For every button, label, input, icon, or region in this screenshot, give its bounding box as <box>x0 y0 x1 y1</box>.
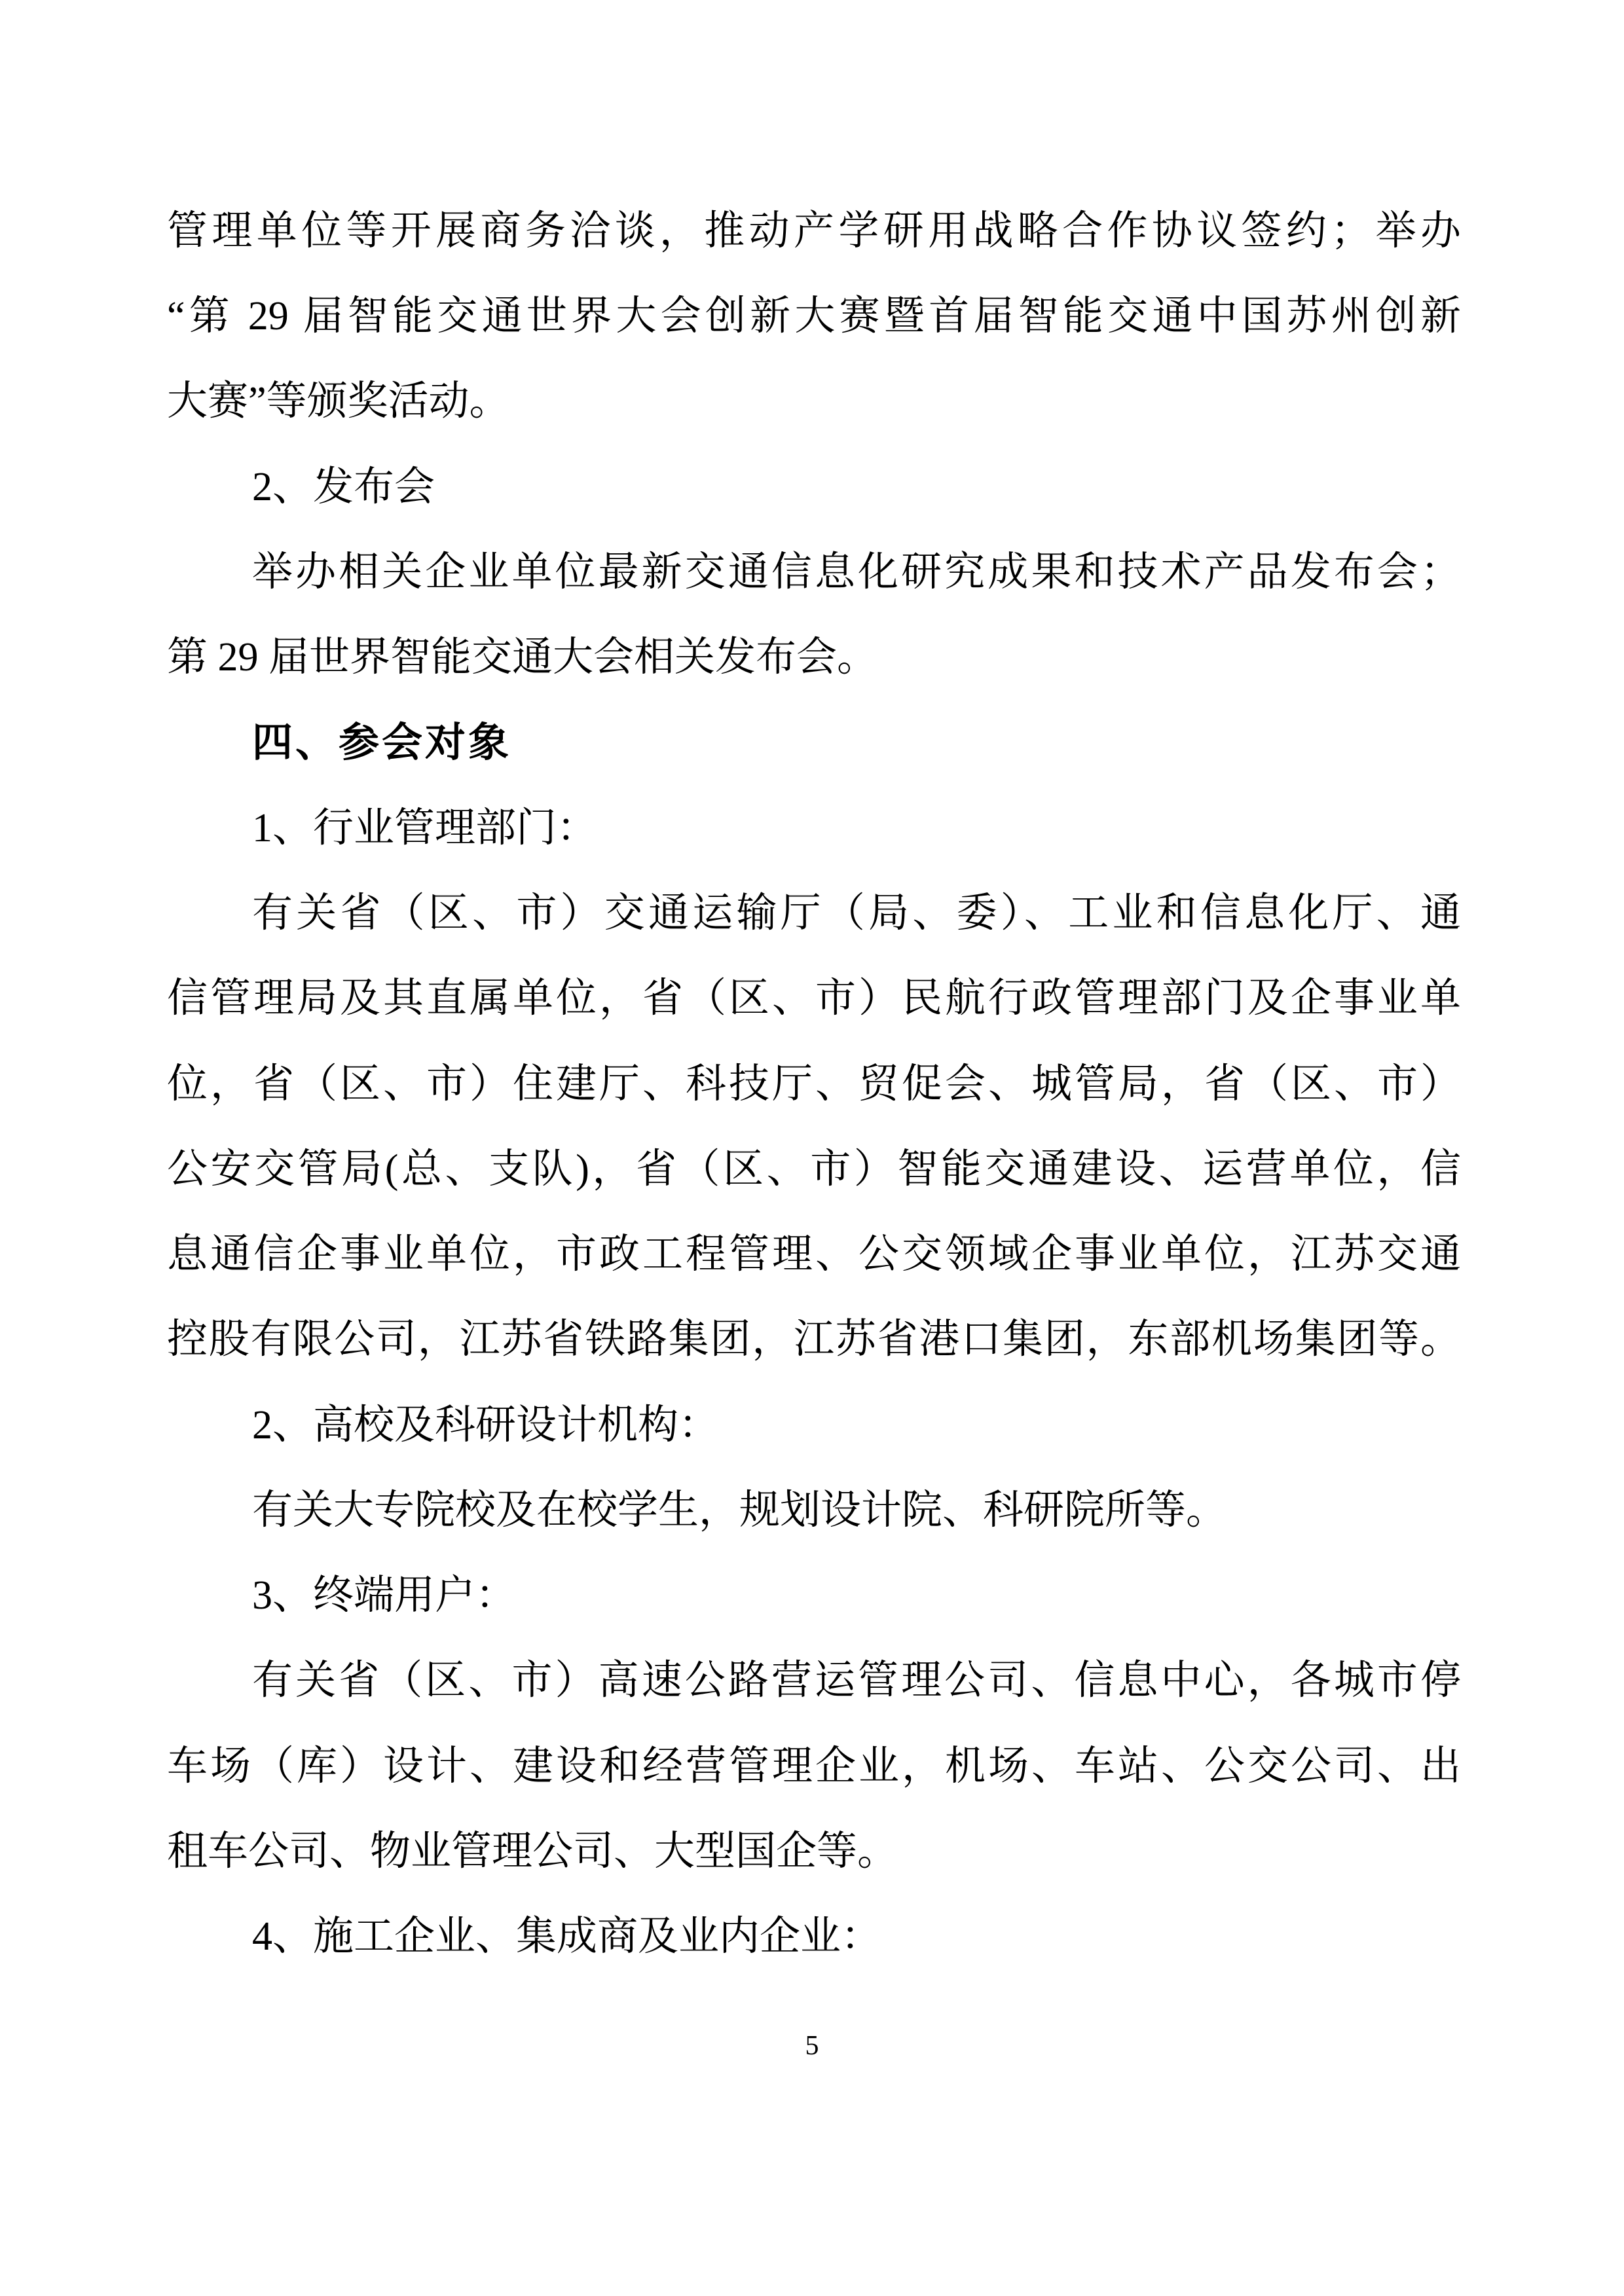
text-line: 租车公司、物业管理公司、大型国企等。 <box>167 1829 898 1874</box>
list-item-heading: 2、发布会 <box>252 465 435 509</box>
text-line: 控股有限公司，江苏省铁路集团，江苏省港口集团，东部机场集团等。 <box>167 1317 1461 1362</box>
text-line: 息通信企事业单位，市政工程管理、公交领域企事业单位，江苏交通 <box>167 1232 1461 1277</box>
text-line: 公安交管局(总、支队)，省（区、市）智能交通建设、运营单位，信 <box>167 1147 1461 1192</box>
text-line: “第 29 届智能交通世界大会创新大赛暨首届智能交通中国苏州创新 <box>167 294 1461 338</box>
text-line: 大赛”等颁奖活动。 <box>167 379 510 424</box>
text-line: 有关大专院校及在校学生，规划设计院、科研院所等。 <box>252 1488 1227 1533</box>
text-line: 第 29 届世界智能交通大会相关发布会。 <box>167 635 878 680</box>
text-line: 举办相关企业单位最新交通信息化研究成果和技术产品发布会； <box>252 550 1461 594</box>
list-item-heading: 1、行业管理部门： <box>252 806 598 850</box>
text-line: 管理单位等开展商务洽谈，推动产学研用战略合作协议签约；举办 <box>167 209 1461 253</box>
page-number: 5 <box>805 2031 819 2061</box>
text-line: 信管理局及其直属单位，省（区、市）民航行政管理部门及企事业单 <box>167 976 1461 1021</box>
text-line: 有关省（区、市）交通运输厅（局、委）、工业和信息化厅、通 <box>252 891 1461 936</box>
text-line: 车场（库）设计、建设和经营管理企业，机场、车站、公交公司、出 <box>167 1744 1461 1789</box>
section-heading: 四、参会对象 <box>252 720 512 765</box>
text-line: 有关省（区、市）高速公路营运管理公司、信息中心，各城市停 <box>252 1658 1461 1703</box>
list-item-heading: 2、高校及科研设计机构： <box>252 1403 720 1448</box>
list-item-heading: 4、施工企业、集成商及业内企业： <box>252 1914 882 1959</box>
text-line: 位，省（区、市）住建厅、科技厅、贸促会、城管局，省（区、市） <box>167 1062 1461 1106</box>
list-item-heading: 3、终端用户： <box>252 1573 517 1618</box>
